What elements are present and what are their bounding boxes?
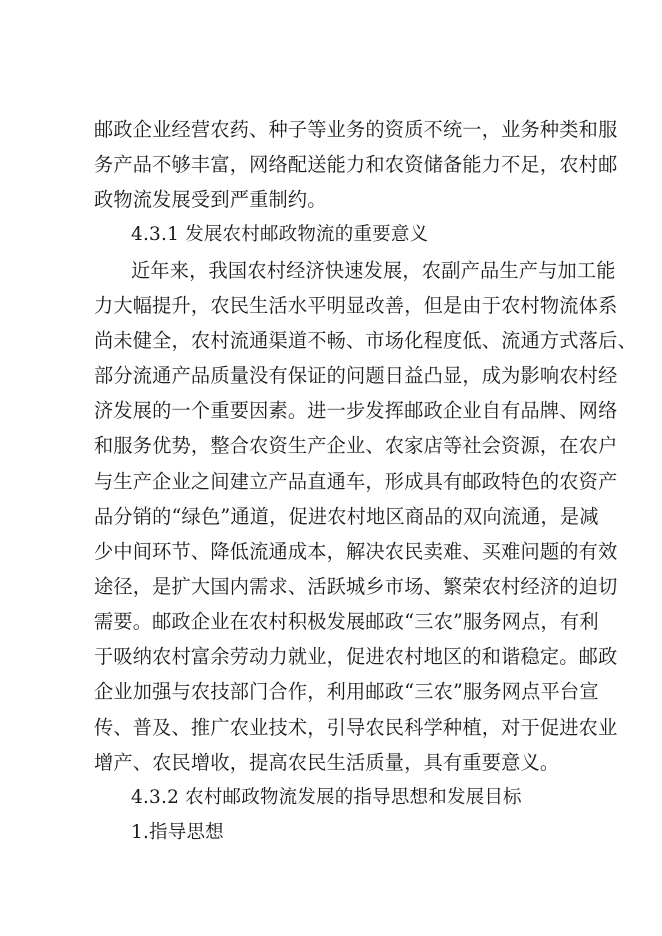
body-text-line: 品分销的“绿色”通道，促进农村地区商品的双向流通，是减 [94, 505, 599, 528]
body-text-line: 需要。邮政企业在农村积极发展邮政“三农”服务网点，有利 [94, 610, 599, 633]
body-text-line: 少中间环节、降低流通成本，解决农民卖难、买难问题的有效 [94, 540, 618, 563]
body-text-line: 务产品不够丰富，网络配送能力和农资储备能力不足，农村邮 [94, 153, 618, 176]
body-text-line: 增产、农民增收，提高农民生活质量，具有重要意义。 [94, 751, 560, 774]
body-text-line: 和服务优势，整合农资生产企业、农家店等社会资源，在农户 [94, 434, 618, 457]
body-text-line: 尚未健全，农村流通渠道不畅、市场化程度低、流通方式落后、 [94, 329, 637, 352]
body-text-line: 政物流发展受到严重制约。 [94, 188, 327, 211]
subsection-heading-guiding-ideology: 1.指导思想 [131, 822, 224, 843]
body-text-line: 传、普及、推广农业技术，引导农民科学种植，对于促进农业 [94, 716, 618, 739]
body-text-line: 途径，是扩大国内需求、活跃城乡市场、繁荣农村经济的迫切 [94, 575, 618, 598]
body-text-line: 与生产企业之间建立产品直通车，形成具有邮政特色的农资产 [94, 470, 618, 493]
body-text-line: 近年来，我国农村经济快速发展，农副产品生产与加工能 [131, 259, 616, 282]
body-text-line: 企业加强与农技部门合作，利用邮政“三农”服务网点平台宣 [94, 680, 599, 703]
section-heading-4-3-2: 4.3.2 农村邮政物流发展的指导思想和发展目标 [131, 787, 522, 808]
body-text-line: 邮政企业经营农药、种子等业务的资质不统一，业务种类和服 [94, 118, 618, 141]
body-text-line: 部分流通产品质量没有保证的问题日益凸显，成为影响农村经 [94, 364, 618, 387]
body-text-line: 于吸纳农村富余劳动力就业，促进农村地区的和谐稳定。邮政 [94, 645, 618, 668]
body-text-line: 力大幅提升，农民生活水平明显改善，但是由于农村物流体系 [94, 294, 618, 317]
section-heading-4-3-1: 4.3.1 发展农村邮政物流的重要意义 [131, 224, 429, 245]
body-text-line: 济发展的一个重要因素。进一步发挥邮政企业自有品牌、网络 [94, 399, 618, 422]
